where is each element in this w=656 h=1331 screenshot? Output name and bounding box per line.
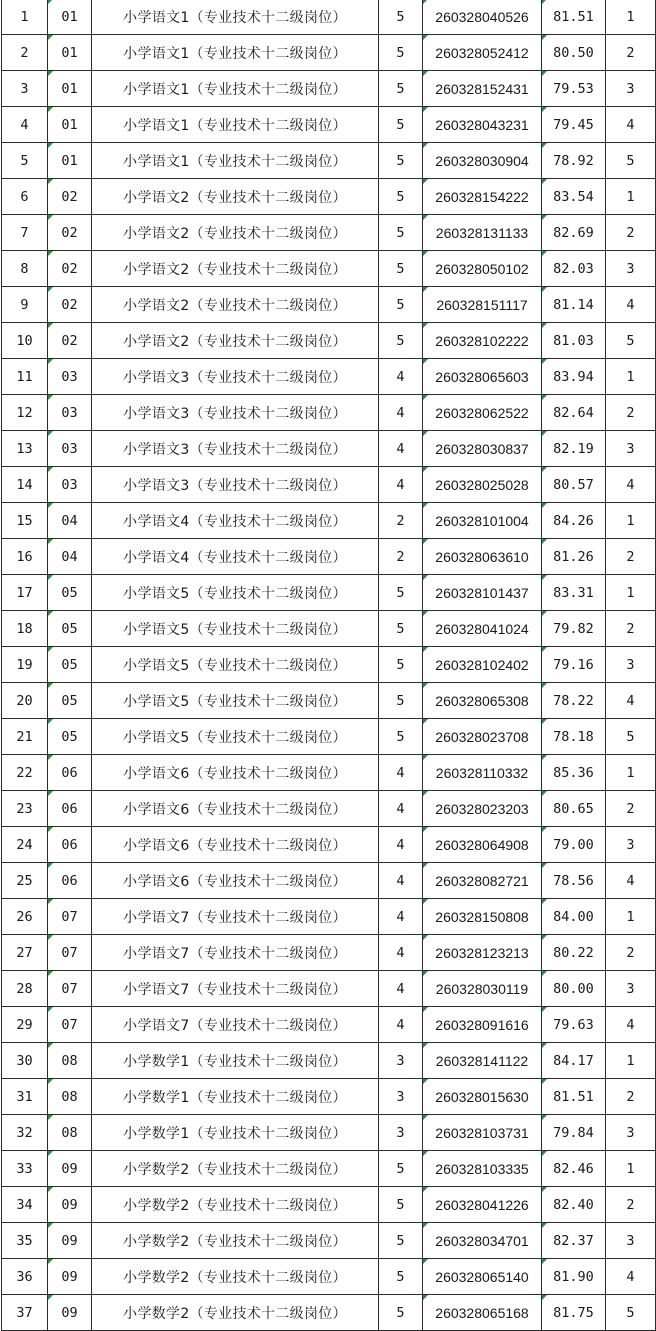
cell-seq: 15 [2,503,48,539]
cell-exam-number: 260328065140 [423,1259,542,1295]
cell-score: 81.51 [542,0,606,35]
table-row [2,539,656,575]
cell-seq: 2 [2,35,48,71]
cell-rank: 2 [606,539,656,575]
cell-post-name: 小学数学1（专业技术十二级岗位） [92,1079,379,1115]
cell-quota: 5 [379,287,423,323]
cell-seq: 16 [2,539,48,575]
cell-post-name: 小学语文2（专业技术十二级岗位） [92,323,379,359]
cell-post-name: 小学数学2（专业技术十二级岗位） [92,1295,379,1331]
cell-quota: 5 [379,611,423,647]
cell-post-name: 小学语文2（专业技术十二级岗位） [92,215,379,251]
table-row [2,395,656,431]
table-row [2,863,656,899]
cell-exam-number: 260328131133 [423,215,542,251]
cell-exam-number: 260328034701 [423,1223,542,1259]
cell-post-name: 小学语文1（专业技术十二级岗位） [92,107,379,143]
cell-post-code: 01 [48,71,92,107]
cell-score: 83.54 [542,179,606,215]
cell-rank: 3 [606,1115,656,1151]
table-row [2,35,656,71]
cell-post-name: 小学数学2（专业技术十二级岗位） [92,1259,379,1295]
cell-quota: 4 [379,755,423,791]
cell-score: 82.03 [542,251,606,287]
cell-post-name: 小学语文4（专业技术十二级岗位） [92,539,379,575]
cell-seq: 18 [2,611,48,647]
cell-post-code: 08 [48,1079,92,1115]
cell-exam-number: 260328103731 [423,1115,542,1151]
cell-post-name: 小学语文5（专业技术十二级岗位） [92,683,379,719]
cell-seq: 17 [2,575,48,611]
cell-post-name: 小学数学2（专业技术十二级岗位） [92,1151,379,1187]
cell-quota: 5 [379,143,423,179]
cell-seq: 9 [2,287,48,323]
cell-post-code: 02 [48,251,92,287]
cell-post-code: 07 [48,1007,92,1043]
cell-seq: 29 [2,1007,48,1043]
cell-post-name: 小学语文7（专业技术十二级岗位） [92,935,379,971]
cell-score: 81.51 [542,1079,606,1115]
cell-rank: 5 [606,719,656,755]
cell-exam-number: 260328030119 [423,971,542,1007]
table-row [2,575,656,611]
table-row [2,1115,656,1151]
cell-exam-number: 260328025028 [423,467,542,503]
cell-quota: 5 [379,647,423,683]
cell-seq: 20 [2,683,48,719]
cell-quota: 4 [379,359,423,395]
cell-exam-number: 260328123213 [423,935,542,971]
cell-exam-number: 260328063610 [423,539,542,575]
cell-score: 79.45 [542,107,606,143]
cell-seq: 24 [2,827,48,863]
cell-rank: 1 [606,1043,656,1079]
cell-score: 84.26 [542,503,606,539]
cell-post-code: 08 [48,1115,92,1151]
cell-score: 84.00 [542,899,606,935]
table-row [2,1259,656,1295]
cell-rank: 4 [606,1259,656,1295]
cell-score: 80.57 [542,467,606,503]
cell-score: 78.18 [542,719,606,755]
cell-exam-number: 260328030837 [423,431,542,467]
cell-post-name: 小学语文6（专业技术十二级岗位） [92,863,379,899]
cell-exam-number: 260328023203 [423,791,542,827]
cell-post-name: 小学语文2（专业技术十二级岗位） [92,251,379,287]
cell-rank: 4 [606,287,656,323]
cell-seq: 10 [2,323,48,359]
cell-exam-number: 260328062522 [423,395,542,431]
cell-post-name: 小学数学1（专业技术十二级岗位） [92,1115,379,1151]
cell-post-code: 09 [48,1151,92,1187]
cell-seq: 23 [2,791,48,827]
cell-score: 79.16 [542,647,606,683]
cell-quota: 5 [379,215,423,251]
cell-post-name: 小学语文7（专业技术十二级岗位） [92,1007,379,1043]
cell-seq: 30 [2,1043,48,1079]
cell-post-name: 小学语文5（专业技术十二级岗位） [92,611,379,647]
cell-post-name: 小学语文7（专业技术十二级岗位） [92,971,379,1007]
table-row [2,1295,656,1331]
table-row [2,683,656,719]
cell-post-name: 小学语文5（专业技术十二级岗位） [92,647,379,683]
cell-quota: 2 [379,539,423,575]
cell-seq: 12 [2,395,48,431]
cell-rank: 5 [606,323,656,359]
table-row [2,503,656,539]
table-row [2,71,656,107]
cell-score: 84.17 [542,1043,606,1079]
cell-seq: 6 [2,179,48,215]
cell-seq: 1 [2,0,48,35]
cell-quota: 5 [379,179,423,215]
table-row [2,467,656,503]
cell-seq: 27 [2,935,48,971]
cell-score: 83.31 [542,575,606,611]
cell-exam-number: 260328050102 [423,251,542,287]
cell-rank: 3 [606,431,656,467]
cell-seq: 22 [2,755,48,791]
cell-quota: 4 [379,791,423,827]
cell-post-code: 03 [48,359,92,395]
cell-exam-number: 260328110332 [423,755,542,791]
cell-rank: 1 [606,503,656,539]
cell-quota: 4 [379,863,423,899]
cell-score: 79.53 [542,71,606,107]
cell-seq: 3 [2,71,48,107]
cell-post-code: 01 [48,143,92,179]
cell-rank: 5 [606,1295,656,1331]
cell-post-code: 07 [48,899,92,935]
cell-rank: 2 [606,1187,656,1223]
table-row [2,1187,656,1223]
cell-quota: 5 [379,1151,423,1187]
cell-rank: 2 [606,611,656,647]
cell-score: 82.64 [542,395,606,431]
cell-seq: 32 [2,1115,48,1151]
cell-rank: 4 [606,107,656,143]
cell-exam-number: 260328041226 [423,1187,542,1223]
cell-seq: 19 [2,647,48,683]
cell-post-code: 04 [48,503,92,539]
cell-quota: 5 [379,35,423,71]
table-row [2,719,656,755]
cell-quota: 4 [379,1007,423,1043]
cell-score: 82.37 [542,1223,606,1259]
cell-exam-number: 260328082721 [423,863,542,899]
cell-rank: 1 [606,359,656,395]
cell-score: 81.14 [542,287,606,323]
cell-post-name: 小学语文3（专业技术十二级岗位） [92,359,379,395]
cell-quota: 3 [379,1043,423,1079]
cell-score: 78.56 [542,863,606,899]
table-row [2,431,656,467]
cell-post-code: 07 [48,935,92,971]
cell-quota: 5 [379,0,423,35]
cell-post-code: 09 [48,1187,92,1223]
cell-exam-number: 260328064908 [423,827,542,863]
cell-quota: 5 [379,107,423,143]
cell-post-code: 02 [48,287,92,323]
cell-exam-number: 260328023708 [423,719,542,755]
table-row [2,179,656,215]
cell-post-code: 05 [48,647,92,683]
cell-post-code: 03 [48,395,92,431]
cell-quota: 4 [379,395,423,431]
cell-rank: 4 [606,683,656,719]
cell-seq: 34 [2,1187,48,1223]
cell-seq: 28 [2,971,48,1007]
cell-post-code: 06 [48,827,92,863]
cell-quota: 5 [379,251,423,287]
cell-exam-number: 260328065168 [423,1295,542,1331]
cell-post-name: 小学语文5（专业技术十二级岗位） [92,719,379,755]
table-row [2,323,656,359]
cell-exam-number: 260328065603 [423,359,542,395]
cell-score: 79.84 [542,1115,606,1151]
cell-post-code: 02 [48,179,92,215]
cell-score: 78.22 [542,683,606,719]
cell-post-name: 小学数学2（专业技术十二级岗位） [92,1223,379,1259]
cell-seq: 4 [2,107,48,143]
cell-score: 82.40 [542,1187,606,1223]
cell-score: 79.63 [542,1007,606,1043]
cell-quota: 4 [379,971,423,1007]
cell-post-name: 小学数学2（专业技术十二级岗位） [92,1187,379,1223]
cell-exam-number: 260328091616 [423,1007,542,1043]
cell-seq: 21 [2,719,48,755]
cell-quota: 5 [379,323,423,359]
table-row [2,1223,656,1259]
cell-seq: 5 [2,143,48,179]
cell-score: 85.36 [542,755,606,791]
cell-exam-number: 260328052412 [423,35,542,71]
cell-seq: 37 [2,1295,48,1331]
cell-seq: 33 [2,1151,48,1187]
cell-post-name: 小学语文3（专业技术十二级岗位） [92,395,379,431]
cell-post-name: 小学语文1（专业技术十二级岗位） [92,35,379,71]
cell-seq: 26 [2,899,48,935]
cell-exam-number: 260328043231 [423,107,542,143]
cell-post-code: 05 [48,683,92,719]
cell-seq: 14 [2,467,48,503]
cell-quota: 5 [379,1259,423,1295]
results-table [1,0,656,1331]
table-row [2,1079,656,1115]
cell-post-name: 小学语文4（专业技术十二级岗位） [92,503,379,539]
table-row [2,935,656,971]
cell-exam-number: 260328102222 [423,323,542,359]
table-row [2,1151,656,1187]
cell-post-code: 07 [48,971,92,1007]
cell-rank: 1 [606,1151,656,1187]
cell-rank: 2 [606,215,656,251]
cell-quota: 4 [379,827,423,863]
table-row [2,107,656,143]
cell-exam-number: 260328101437 [423,575,542,611]
cell-rank: 1 [606,899,656,935]
cell-post-code: 02 [48,323,92,359]
table-row [2,1043,656,1079]
cell-post-name: 小学数学1（专业技术十二级岗位） [92,1043,379,1079]
cell-score: 82.46 [542,1151,606,1187]
cell-rank: 3 [606,827,656,863]
cell-exam-number: 260328030904 [423,143,542,179]
cell-exam-number: 260328040526 [423,0,542,35]
table-row [2,0,656,35]
cell-score: 83.94 [542,359,606,395]
cell-rank: 3 [606,71,656,107]
cell-exam-number: 260328015630 [423,1079,542,1115]
cell-post-code: 06 [48,791,92,827]
cell-seq: 11 [2,359,48,395]
cell-rank: 2 [606,791,656,827]
cell-post-name: 小学语文2（专业技术十二级岗位） [92,179,379,215]
cell-quota: 4 [379,899,423,935]
cell-score: 80.65 [542,791,606,827]
cell-rank: 4 [606,467,656,503]
cell-post-code: 09 [48,1295,92,1331]
table-row [2,1007,656,1043]
cell-quota: 3 [379,1115,423,1151]
cell-quota: 4 [379,935,423,971]
cell-quota: 5 [379,575,423,611]
cell-rank: 1 [606,755,656,791]
results-table-body [2,0,656,1331]
cell-score: 79.82 [542,611,606,647]
cell-quota: 3 [379,1079,423,1115]
cell-seq: 7 [2,215,48,251]
cell-exam-number: 260328141122 [423,1043,542,1079]
table-row [2,971,656,1007]
cell-post-name: 小学语文5（专业技术十二级岗位） [92,575,379,611]
cell-exam-number: 260328151117 [423,287,542,323]
cell-rank: 3 [606,647,656,683]
cell-exam-number: 260328065308 [423,683,542,719]
cell-quota: 5 [379,1295,423,1331]
cell-post-code: 01 [48,0,92,35]
cell-rank: 2 [606,395,656,431]
cell-quota: 5 [379,1223,423,1259]
cell-post-name: 小学语文6（专业技术十二级岗位） [92,755,379,791]
cell-exam-number: 260328041024 [423,611,542,647]
cell-exam-number: 260328102402 [423,647,542,683]
table-row [2,251,656,287]
cell-quota: 2 [379,503,423,539]
cell-seq: 31 [2,1079,48,1115]
cell-score: 82.69 [542,215,606,251]
cell-score: 80.00 [542,971,606,1007]
cell-post-code: 06 [48,863,92,899]
cell-rank: 2 [606,35,656,71]
cell-post-name: 小学语文2（专业技术十二级岗位） [92,287,379,323]
cell-score: 81.26 [542,539,606,575]
cell-post-code: 03 [48,431,92,467]
cell-rank: 2 [606,1079,656,1115]
table-row [2,215,656,251]
table-row [2,827,656,863]
cell-post-name: 小学语文3（专业技术十二级岗位） [92,467,379,503]
cell-quota: 4 [379,467,423,503]
cell-seq: 36 [2,1259,48,1295]
cell-post-code: 05 [48,575,92,611]
cell-seq: 13 [2,431,48,467]
cell-post-code: 09 [48,1259,92,1295]
cell-score: 79.00 [542,827,606,863]
cell-post-code: 09 [48,1223,92,1259]
cell-post-name: 小学语文6（专业技术十二级岗位） [92,827,379,863]
table-row [2,755,656,791]
cell-post-code: 01 [48,35,92,71]
table-row [2,143,656,179]
cell-score: 81.03 [542,323,606,359]
cell-score: 78.92 [542,143,606,179]
cell-exam-number: 260328101004 [423,503,542,539]
cell-post-code: 01 [48,107,92,143]
cell-rank: 3 [606,1223,656,1259]
cell-rank: 2 [606,935,656,971]
cell-exam-number: 260328152431 [423,71,542,107]
cell-post-name: 小学语文6（专业技术十二级岗位） [92,791,379,827]
cell-post-code: 05 [48,611,92,647]
table-row [2,647,656,683]
cell-post-code: 03 [48,467,92,503]
cell-rank: 5 [606,143,656,179]
cell-post-code: 08 [48,1043,92,1079]
cell-post-name: 小学语文1（专业技术十二级岗位） [92,71,379,107]
table-row [2,359,656,395]
cell-rank: 3 [606,251,656,287]
cell-exam-number: 260328103335 [423,1151,542,1187]
cell-seq: 8 [2,251,48,287]
cell-post-name: 小学语文1（专业技术十二级岗位） [92,0,379,35]
cell-post-code: 05 [48,719,92,755]
cell-score: 80.22 [542,935,606,971]
table-row [2,899,656,935]
cell-score: 81.75 [542,1295,606,1331]
cell-quota: 5 [379,1187,423,1223]
cell-rank: 4 [606,863,656,899]
cell-seq: 35 [2,1223,48,1259]
cell-quota: 5 [379,683,423,719]
cell-quota: 4 [379,431,423,467]
cell-score: 82.19 [542,431,606,467]
cell-post-name: 小学语文7（专业技术十二级岗位） [92,899,379,935]
cell-rank: 1 [606,179,656,215]
cell-post-code: 02 [48,215,92,251]
table-row [2,791,656,827]
cell-rank: 4 [606,1007,656,1043]
cell-post-name: 小学语文1（专业技术十二级岗位） [92,143,379,179]
cell-score: 81.90 [542,1259,606,1295]
cell-rank: 1 [606,0,656,35]
cell-post-code: 06 [48,755,92,791]
cell-post-code: 04 [48,539,92,575]
table-row [2,287,656,323]
cell-rank: 3 [606,971,656,1007]
cell-exam-number: 260328154222 [423,179,542,215]
cell-post-name: 小学语文3（专业技术十二级岗位） [92,431,379,467]
cell-quota: 5 [379,719,423,755]
cell-quota: 5 [379,71,423,107]
cell-seq: 25 [2,863,48,899]
cell-rank: 1 [606,575,656,611]
cell-exam-number: 260328150808 [423,899,542,935]
cell-score: 80.50 [542,35,606,71]
table-row [2,611,656,647]
